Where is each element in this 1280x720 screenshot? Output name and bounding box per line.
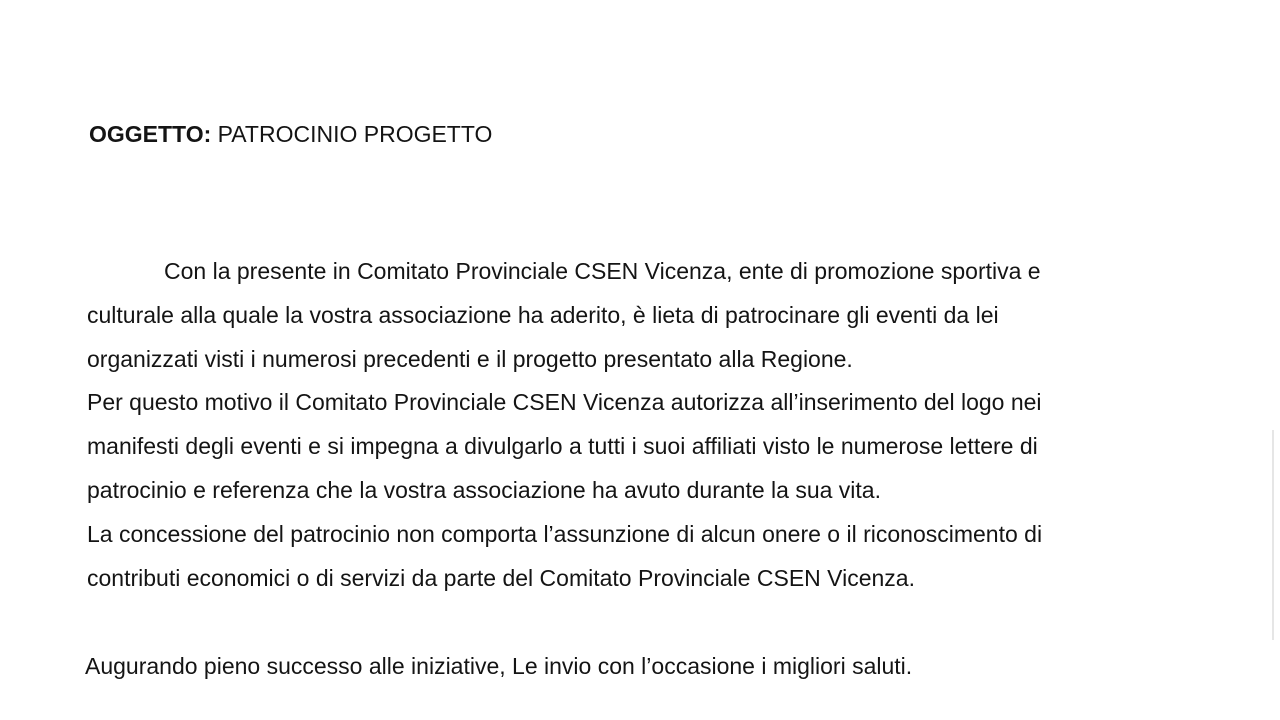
body-line-5: manifesti degli eventi e si impegna a divulgarlo a tutti i suoi affiliati visto le numerose lettere di: [87, 433, 1038, 460]
scan-edge-mark: [1272, 430, 1274, 640]
body-line-2: culturale alla quale la vostra associazione ha aderito, è lieta di patrocinare gli eventi da lei: [87, 301, 999, 328]
body-line-7: La concessione del patrocinio non comporta l’assunzione di alcun onere o il riconoscimento di: [87, 520, 1043, 547]
letter-body: [87, 250, 1187, 600]
closing-line: Augurando pieno successo alle iniziative, Le invio con l’occasione i migliori saluti.: [85, 653, 913, 679]
body-line-8: contributi economici o di servizi da parte del Comitato Provinciale CSEN Vicenza.: [87, 564, 915, 591]
subject-line: [89, 119, 492, 149]
body-line-3: organizzati visti i numerosi precedenti e il progetto presentato alla Regione.: [87, 345, 853, 372]
subject-text: PATROCINIO PROGETTO: [217, 121, 493, 147]
body-line-4: Per questo motivo il Comitato Provinciale CSEN Vicenza autorizza all’inserimento del logo nei: [87, 389, 1042, 416]
body-line-1: Con la presente in Comitato Provinciale CSEN Vicenza, ente di promozione sportiva e: [164, 258, 1041, 284]
subject-label: OGGETTO:: [89, 121, 212, 147]
body-line-6: patrocinio e referenza che la vostra associazione ha avuto durante la sua vita.: [87, 476, 881, 503]
